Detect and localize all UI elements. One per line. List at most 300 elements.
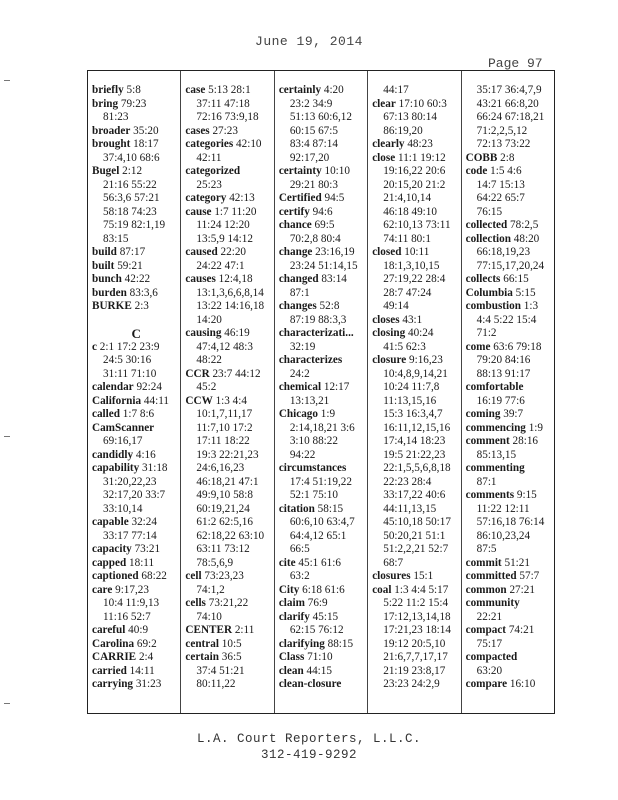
- index-refs-continued: 23:23 24:2,9: [383, 678, 440, 690]
- index-entry: [466, 597, 554, 611]
- index-term: build: [92, 246, 117, 258]
- index-term: come: [465, 340, 491, 353]
- index-term: bring: [92, 97, 119, 110]
- index-entry: [466, 557, 554, 571]
- index-entry: [92, 300, 180, 314]
- index-term: clean: [278, 664, 304, 677]
- index-entry: [279, 354, 367, 368]
- index-refs: 2:8: [500, 151, 515, 164]
- index-term: collects: [465, 273, 501, 285]
- index-refs: 5:13 28:1: [208, 84, 251, 96]
- index-refs-continued: 14:7 15:13: [476, 178, 525, 191]
- transcript-date: June 19, 2014: [255, 34, 363, 49]
- index-entry: [279, 327, 367, 341]
- index-refs-continued: 78:5,6,9: [196, 556, 234, 569]
- index-refs-continued: 60:15 67:5: [289, 124, 338, 137]
- index-refs-continued: 35:17 36:4,7,9: [476, 84, 542, 96]
- index-entry: [372, 314, 460, 328]
- index-term: claim: [278, 597, 305, 609]
- index-refs-continued: 52:1 75:10: [289, 489, 338, 501]
- index-term: certain: [185, 651, 219, 663]
- index-refs: 1:5 4:6: [490, 165, 522, 177]
- index-refs: 40:24: [407, 327, 434, 339]
- index-refs: 18:17: [133, 138, 159, 150]
- index-term: cases: [185, 124, 210, 137]
- index-refs: 1:3 4:4: [215, 394, 247, 407]
- index-term: captioned: [92, 570, 139, 582]
- index-refs: 73:21: [134, 543, 161, 555]
- index-entry: [466, 489, 554, 503]
- index-refs-continued: 77:15,17,20,24: [476, 259, 545, 272]
- index-entry: [92, 273, 180, 287]
- index-refs-continued: 45:10,18 50:17: [383, 516, 451, 528]
- index-refs: 42:10: [236, 138, 262, 150]
- index-refs: 88:15: [327, 637, 354, 650]
- index-entry: [279, 246, 367, 260]
- index-entry: [279, 651, 367, 665]
- index-refs-continued: 72:13 73:22: [476, 138, 531, 150]
- index-refs: 43:1: [402, 313, 423, 326]
- index-term: CCR: [185, 367, 210, 380]
- index-refs: 73:23,23: [204, 570, 244, 582]
- index-refs-continued: 19:12 20:5,10: [383, 637, 446, 650]
- index-entry: [279, 219, 367, 233]
- index-refs: 12:17: [323, 381, 350, 393]
- index-refs: 42:22: [124, 273, 151, 285]
- index-term: categorized: [185, 165, 241, 177]
- index-refs-continued: 22:23 28:4: [383, 475, 432, 488]
- index-term: closing: [372, 327, 406, 339]
- index-refs-continued: 23:2 34:9: [289, 97, 333, 110]
- index-entry: [92, 624, 180, 638]
- index-column: [274, 71, 367, 713]
- index-entry: [185, 84, 273, 98]
- index-term: closures: [372, 570, 411, 582]
- index-entry: [466, 584, 554, 598]
- index-term: code: [465, 165, 488, 177]
- index-entry: [466, 219, 554, 233]
- index-term: causes: [185, 273, 216, 285]
- index-refs-continued: 21:16 55:22: [103, 178, 157, 191]
- blank-line: [92, 314, 180, 328]
- index-refs: 1:7 11:20: [214, 205, 257, 218]
- index-refs-continued: 10:4 11:9,13: [103, 597, 160, 609]
- index-refs: 66:15: [503, 273, 529, 285]
- index-term: changed: [278, 273, 319, 285]
- index-refs: 73:21,22: [208, 597, 249, 609]
- index-term: certainty: [278, 165, 322, 177]
- index-refs: 1:9: [528, 421, 543, 434]
- index-refs-continued: 24:22 47:1: [196, 259, 245, 272]
- index-refs: 71:10: [307, 651, 333, 663]
- index-column: [367, 71, 460, 713]
- index-term: broader: [92, 124, 131, 137]
- index-term: comment: [465, 435, 510, 447]
- index-refs-continued: 28:7 47:24: [383, 286, 432, 299]
- index-term: compact: [465, 624, 507, 636]
- index-refs: 12:4,18: [218, 273, 253, 285]
- index-refs: 39:7: [503, 408, 524, 420]
- index-refs: 27:21: [509, 583, 535, 596]
- index-refs: 48:20: [513, 232, 540, 245]
- index-refs: 69:5: [314, 219, 335, 231]
- index-refs-continued: 32:17,20 33:7: [103, 489, 166, 501]
- index-refs: 9:15: [516, 489, 537, 501]
- index-refs-continued: 63:11 73:12: [196, 543, 250, 555]
- index-term: change: [278, 246, 313, 258]
- index-refs: 42:13: [229, 192, 255, 204]
- index-entry: [466, 408, 554, 422]
- index-entry: [185, 138, 273, 152]
- index-term: coming: [465, 408, 501, 420]
- index-entry: [92, 638, 180, 652]
- index-term: commencing: [465, 421, 526, 434]
- index-entry: [279, 665, 367, 679]
- index-term: California: [92, 394, 142, 407]
- index-term: cells: [185, 597, 206, 609]
- index-refs-continued: 16:11,12,15,16: [383, 421, 451, 434]
- index-refs: 87:17: [119, 246, 146, 258]
- index-term: capability: [92, 462, 140, 474]
- index-entry: [279, 597, 367, 611]
- index-entry: [92, 260, 180, 274]
- index-refs-continued: 46:18,21 47:1: [196, 475, 259, 488]
- index-entry: [466, 624, 554, 638]
- index-refs: 4:20: [323, 84, 344, 96]
- index-refs: 35:20: [133, 124, 159, 137]
- index-refs-continued: 24:2: [289, 367, 310, 380]
- index-refs-continued: 21:4,10,14: [383, 192, 432, 204]
- index-refs-continued: 33:17 77:14: [103, 529, 157, 542]
- index-entry: [372, 354, 460, 368]
- index-term: caused: [185, 246, 218, 258]
- index-refs-continued: 37:4,10 68:6: [103, 151, 160, 164]
- index-entry: [185, 368, 273, 382]
- index-refs-continued: 10:4,8,9,14,21: [383, 367, 448, 380]
- index-refs-continued: 69:16,17: [103, 435, 143, 447]
- index-refs: 1:9: [320, 408, 336, 420]
- index-refs-continued: 42:11: [196, 151, 222, 164]
- index-refs-continued: 51:13 60:6,12: [289, 111, 352, 123]
- index-term: carrying: [92, 678, 134, 690]
- index-entry: [372, 138, 460, 152]
- index-term: candidly: [92, 448, 134, 461]
- index-refs: 28:16: [512, 435, 539, 447]
- index-refs: 68:22: [141, 570, 167, 582]
- page-number: Page 97: [488, 56, 543, 71]
- index-refs: 76:9: [307, 597, 328, 609]
- index-term: commit: [465, 556, 502, 569]
- index-refs-continued: 87:1: [476, 475, 497, 488]
- index-entry: [92, 341, 180, 355]
- index-term: comfortable: [465, 381, 524, 393]
- index-refs-continued: 2:14,18,21 3:6: [289, 421, 355, 434]
- index-term: clearly: [372, 138, 405, 150]
- index-refs-continued: 44:17: [383, 84, 409, 96]
- index-refs: 5:8: [126, 84, 141, 96]
- index-refs: 52:8: [319, 300, 340, 312]
- index-entry: [92, 395, 180, 409]
- index-refs-continued: 51:2,2,21 52:7: [383, 543, 449, 555]
- index-refs-continued: 4:4 5:22 15:4: [476, 313, 537, 326]
- index-refs-continued: 37:11 47:18: [196, 97, 250, 110]
- index-refs-continued: 63:20: [476, 664, 503, 677]
- index-term: cause: [185, 205, 212, 218]
- index-refs-continued: 86:10,23,24: [476, 529, 531, 542]
- index-refs-continued: 21:6,7,7,17,17: [383, 651, 448, 663]
- index-refs-continued: 71:2: [476, 327, 497, 339]
- index-refs: 2:11: [234, 624, 255, 636]
- index-refs: 63:6 79:18: [493, 340, 542, 353]
- index-refs-continued: 45:2: [196, 381, 217, 393]
- index-entry: [466, 341, 554, 355]
- index-entry: [92, 408, 180, 422]
- index-refs: 36:5: [221, 651, 242, 663]
- index-refs-continued: 49:9,10 58:8: [196, 489, 253, 501]
- index-refs-continued: 37:4 51:21: [196, 664, 245, 677]
- index-refs-continued: 74:1,2: [196, 583, 225, 596]
- index-refs: 22:20: [220, 246, 247, 258]
- index-term: compare: [465, 678, 508, 690]
- index-refs-continued: 57:16,18 76:14: [476, 516, 545, 528]
- index-entry: [92, 665, 180, 679]
- index-refs: 16:10: [509, 678, 536, 690]
- index-refs-continued: 13:13,21: [289, 394, 330, 407]
- index-refs-continued: 33:17,22 40:6: [383, 489, 446, 501]
- index-term: community: [465, 597, 520, 609]
- index-refs-continued: 72:16 73:9,18: [196, 111, 259, 123]
- index-refs: 11:1 19:12: [398, 151, 446, 164]
- index-refs-continued: 49:14: [383, 300, 409, 312]
- index-term: BURKE: [92, 300, 132, 312]
- index-term: collection: [465, 232, 511, 245]
- index-term: Chicago: [278, 408, 318, 420]
- footer-phone: 312-419-9292: [260, 748, 357, 762]
- index-refs: 2:12: [122, 165, 143, 177]
- index-term: care: [92, 583, 113, 596]
- index-refs: 46:19: [224, 327, 250, 339]
- index-refs-continued: 21:19 23:8,17: [383, 664, 446, 677]
- index-entry: [185, 192, 273, 206]
- index-refs-continued: 11:22 12:11: [476, 502, 530, 515]
- index-refs-continued: 60:6,10 63:4,7: [289, 516, 355, 528]
- index-term: categories: [185, 138, 234, 150]
- index-refs: 31:18: [142, 462, 168, 474]
- index-refs-continued: 17:4 51:19,22: [289, 475, 352, 488]
- index-refs-continued: 87:19 88:3,3: [289, 313, 347, 326]
- index-refs-continued: 92:17,20: [289, 151, 330, 164]
- index-entry: [92, 84, 180, 98]
- index-entry: [92, 543, 180, 557]
- index-entry: [466, 422, 554, 436]
- index-refs: 4:16: [135, 448, 156, 461]
- index-refs-continued: 48:22: [196, 354, 222, 366]
- index-entry: [372, 570, 460, 584]
- index-entry: [185, 624, 273, 638]
- index-entry: [466, 381, 554, 395]
- index-term: close: [372, 151, 396, 164]
- index-entry: [92, 246, 180, 260]
- index-refs-continued: 16:19 77:6: [476, 394, 525, 407]
- index-refs: 83:3,6: [129, 286, 158, 299]
- index-term: Certified: [278, 192, 322, 204]
- index-entry: [92, 462, 180, 476]
- index-entry: [92, 165, 180, 179]
- index-refs-continued: 62:18,22 63:10: [196, 529, 265, 542]
- index-refs-continued: 10:1,7,11,17: [196, 408, 253, 420]
- index-entry: [185, 273, 273, 287]
- index-refs-continued: 44:11,13,15: [383, 502, 437, 515]
- index-entry: [279, 192, 367, 206]
- index-term: burden: [92, 286, 127, 299]
- index-refs-continued: 70:2,8 80:4: [289, 232, 341, 245]
- index-term: capped: [92, 556, 127, 569]
- index-refs-continued: 64:4,12 65:1: [289, 529, 347, 542]
- index-term: certainly: [278, 84, 322, 96]
- index-refs: 40:9: [128, 624, 149, 636]
- index-refs-continued: 31:11 71:10: [103, 367, 157, 380]
- index-term: Columbia: [465, 286, 513, 299]
- index-entry: [279, 408, 367, 422]
- index-entry: [185, 327, 273, 341]
- index-refs-continued: 67:13 80:14: [383, 111, 437, 123]
- index-refs-continued: 13:1,3,6,6,8,14: [196, 286, 264, 299]
- index-entry: [466, 678, 554, 692]
- index-term: closure: [372, 354, 407, 366]
- index-entry: [279, 584, 367, 598]
- index-term: common: [465, 583, 507, 596]
- index-term: CamScanner: [92, 421, 155, 434]
- index-entry: [372, 584, 460, 598]
- index-refs: 5:15: [515, 286, 536, 299]
- index-term: commenting: [465, 462, 525, 474]
- index-refs-continued: 11:24 12:20: [196, 219, 250, 231]
- index-term: central: [185, 637, 219, 650]
- index-entry: [92, 516, 180, 530]
- index-entry: [466, 570, 554, 584]
- index-refs: 2:3: [134, 300, 149, 312]
- index-refs: 23:7 44:12: [212, 367, 261, 380]
- index-refs-continued: 61:2 62:5,16: [196, 516, 253, 528]
- index-refs-continued: 11:16 52:7: [103, 610, 151, 623]
- index-term: changes: [278, 300, 317, 312]
- index-refs: 9:16,23: [409, 354, 443, 366]
- index-term: briefly: [92, 84, 124, 96]
- index-refs: 31:23: [135, 678, 162, 690]
- index-refs: 2:4: [138, 651, 154, 663]
- index-refs-continued: 74:10: [196, 610, 222, 623]
- index-refs-continued: 79:20 84:16: [476, 354, 531, 366]
- index-refs-continued: 83:4 87:14: [289, 138, 338, 150]
- index-term: category: [185, 192, 227, 204]
- index-refs-continued: 33:10,14: [103, 502, 143, 515]
- index-refs: 1:3 4:4 5:17: [394, 583, 449, 596]
- index-refs-continued: 11:13,15,16: [383, 394, 437, 407]
- index-entry: [92, 584, 180, 598]
- index-refs-continued: 22:1,5,5,6,8,18: [383, 462, 451, 474]
- index-refs-continued: 66:5: [289, 543, 310, 555]
- index-refs: 15:1: [413, 570, 434, 582]
- index-term: COBB: [465, 151, 498, 164]
- index-refs-continued: 31:20,22,23: [103, 475, 157, 488]
- index-entry: [372, 152, 460, 166]
- index-term: comments: [465, 489, 515, 501]
- index-term: characterizes: [278, 354, 343, 366]
- index-refs: 45:1 61:6: [298, 556, 341, 569]
- index-refs-continued: 63:2: [289, 570, 310, 582]
- index-refs: 59:21: [117, 259, 143, 272]
- index-refs-continued: 13:22 14:16,18: [196, 300, 265, 312]
- index-refs-continued: 66:24 67:18,21: [476, 111, 545, 123]
- index-term: brought: [92, 138, 131, 150]
- index-refs-continued: 41:5 62:3: [383, 340, 426, 353]
- index-entry: [279, 206, 367, 220]
- index-refs: 27:23: [212, 124, 238, 137]
- index-refs-continued: 64:22 65:7: [476, 192, 525, 204]
- index-refs-continued: 88:13 91:17: [476, 367, 531, 380]
- index-term: compacted: [465, 651, 518, 663]
- index-entry: [279, 462, 367, 476]
- index-term: built: [92, 259, 115, 272]
- index-refs-continued: 50:20,21 51:1: [383, 529, 446, 542]
- index-term: combustion: [465, 300, 521, 312]
- index-refs-continued: 17:4,14 18:23: [383, 435, 446, 447]
- index-entry: [92, 570, 180, 584]
- index-term: carried: [92, 664, 127, 677]
- index-entry: [372, 98, 460, 112]
- index-term: CARRIE: [92, 651, 137, 663]
- index-entry: [372, 327, 460, 341]
- index-refs: 45:15: [312, 610, 339, 623]
- index-refs: 32:24: [131, 516, 157, 528]
- index-entry: [279, 300, 367, 314]
- section-letter: C: [131, 326, 141, 341]
- index-refs-continued: 94:22: [289, 448, 316, 461]
- index-term: cite: [278, 556, 296, 569]
- index-refs-continued: 75:19 82:1,19: [103, 219, 166, 231]
- index-refs-continued: 10:24 11:7,8: [383, 381, 440, 393]
- index-refs: 58:15: [317, 502, 344, 515]
- index-term: CENTER: [185, 624, 233, 636]
- index-refs-continued: 85:13,15: [476, 448, 517, 461]
- index-term: closed: [372, 246, 402, 258]
- index-term: circumstances: [278, 462, 347, 474]
- index-term: clean-closure: [278, 678, 342, 690]
- index-column: [88, 71, 180, 713]
- index-term: committed: [465, 570, 517, 582]
- index-entry: [466, 152, 554, 166]
- index-term: clear: [372, 97, 396, 110]
- index-refs: 44:15: [306, 664, 332, 677]
- index-refs: 2:1 17:2 23:9: [99, 340, 160, 353]
- index-entry: [466, 287, 554, 301]
- index-refs: 9:17,23: [115, 583, 149, 596]
- index-refs: 69:2: [136, 637, 157, 650]
- index-refs-continued: 19:3 22:21,23: [196, 448, 259, 461]
- index-term: calendar: [92, 381, 134, 393]
- index-entry: [92, 678, 180, 692]
- index-refs-continued: 83:15: [103, 232, 129, 245]
- index-refs-continued: 15:3 16:3,4,7: [383, 408, 443, 420]
- margin-mark: [4, 436, 10, 437]
- index-entry: [466, 462, 554, 476]
- index-refs-continued: 71:2,2,5,12: [476, 124, 528, 137]
- index-refs-continued: 19:16,22 20:6: [383, 165, 446, 177]
- index-term: citation: [278, 502, 315, 515]
- index-refs: 83:14: [321, 273, 347, 285]
- index-refs-continued: 24:6,16,23: [196, 462, 245, 474]
- index-refs-continued: 19:5 21:22,23: [383, 448, 446, 461]
